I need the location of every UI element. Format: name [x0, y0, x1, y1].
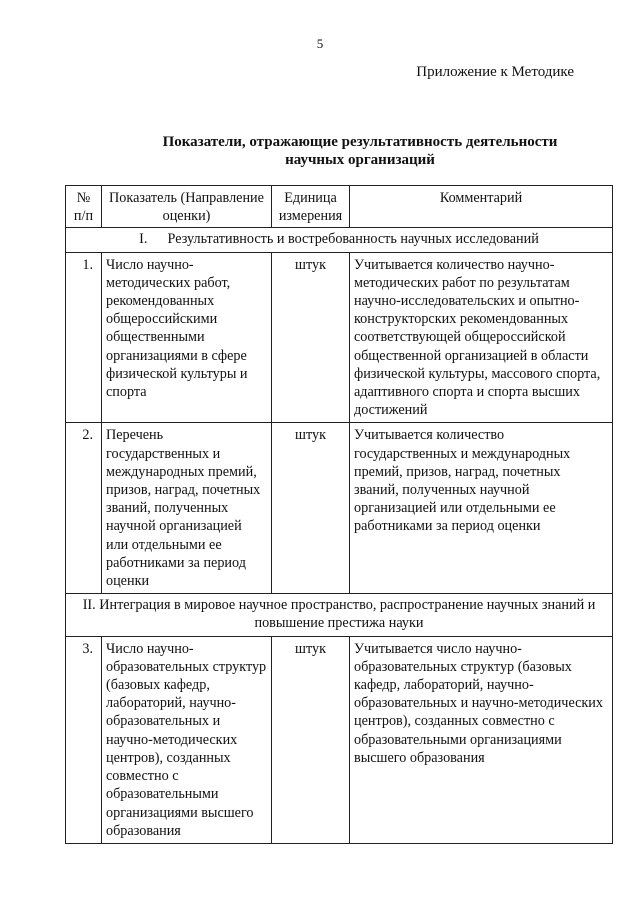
header-unit: Единица измерения	[272, 186, 350, 228]
row-unit: штук	[272, 636, 350, 843]
title-line-2: научных организаций	[285, 152, 435, 168]
row-indicator: Число научно-методических работ, рекомендованных общероссийскими общественными организациями в сфере физической культуры и спорта	[102, 252, 272, 423]
table-row	[66, 636, 613, 843]
document-title	[60, 133, 640, 169]
row-indicator: Перечень государственных и международных премий, призов, наград, почетных званий, полученных научной организацией или отдельными ее работниками за период оценки	[102, 423, 272, 594]
row-indicator: Число научно-образовательных структур (базовых кафедр, лабораторий, научно-образовательных и научно-методических центров), созданных совместно с образовательными организациями высшего образования	[102, 636, 272, 843]
table-header-row	[66, 186, 613, 228]
section-row	[66, 228, 613, 252]
row-number: 1.	[66, 252, 102, 423]
section-title	[66, 228, 613, 252]
row-comment: Учитывается число научно-образовательных структур (базовых кафедр, лабораторий, научно-образовательных и научно-методических центров), созданных совместно с образовательными организациями высшего образования	[350, 636, 613, 843]
section-title: II. Интеграция в мировое научное пространство, распространение научных знаний и повышение престижа науки	[66, 594, 613, 636]
title-line-1: Показатели, отражающие результативность деятельности	[162, 134, 558, 150]
appendix-label: Приложение к Методике	[416, 64, 574, 80]
row-comment: Учитывается количество государственных и международных премий, призов, наград, почетных званий, полученных научной организацией или отдельными ее работниками за период оценки	[350, 423, 613, 594]
header-number: № п/п	[66, 186, 102, 228]
header-indicator: Показатель (Направление оценки)	[102, 186, 272, 228]
row-comment: Учитывается количество научно-методических работ по результатам научно-исследовательских и опытно-конструкторских рекомендованных соответствующей общероссийской общественной организацией в области физической культуры, массового спорта, адаптивного спорта и спорта высших достижений	[350, 252, 613, 423]
page-number: 5	[316, 36, 324, 51]
header-comment: Комментарий	[350, 186, 613, 228]
indicators-table	[65, 185, 613, 844]
table-row	[66, 252, 613, 423]
row-unit: штук	[272, 423, 350, 594]
section-title-text: I. Результативность и востребованность научных исследований	[139, 231, 539, 248]
section-row	[66, 594, 613, 636]
row-unit: штук	[272, 252, 350, 423]
row-number: 3.	[66, 636, 102, 843]
table-row	[66, 423, 613, 594]
row-number: 2.	[66, 423, 102, 594]
